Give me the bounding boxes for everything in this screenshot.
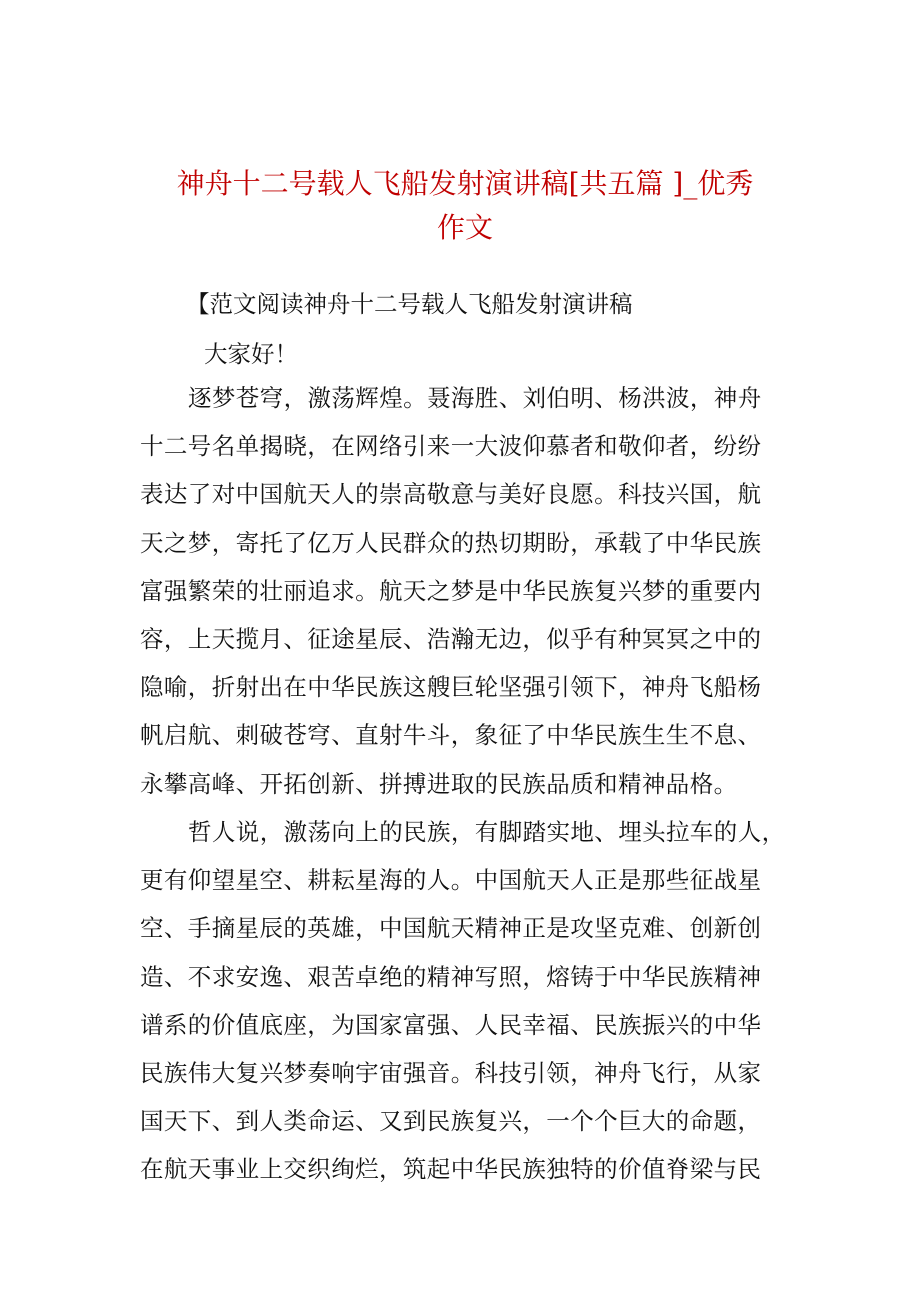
paragraph-line: 帆启航、刺破苍穹、直射牛斗，象征了中华民族生生不息、 — [140, 721, 762, 750]
paragraph-line: 富强繁荣的壮丽追求。航天之梦是中华民族复兴梦的重要内 — [140, 576, 762, 605]
greeting-line: 大家好！ — [204, 340, 298, 368]
document-title — [140, 162, 790, 250]
paragraph-line: 表达了对中国航天人的崇高敬意与美好良愿。科技兴国，航 — [140, 480, 762, 509]
paragraph-line: 隐喻，折射出在中华民族这艘巨轮坚强引领下，神舟飞船杨 — [140, 673, 762, 702]
paragraph-line: 空、手摘星辰的英雄，中国航天精神正是攻坚克难、创新创 — [140, 914, 762, 943]
paragraph-line: 在航天事业上交织绚烂，筑起中华民族独特的价值脊梁与民 — [140, 1155, 762, 1184]
paragraph-line: 更有仰望星空、耕耘星海的人。中国航天人正是那些征战星 — [140, 866, 762, 895]
paragraph-line: 谱系的价值底座，为国家富强、人民幸福、民族振兴的中华 — [140, 1010, 762, 1039]
title-line-1: 神舟十二号载人飞船发射演讲稿[共五篇 ]_优秀 — [176, 167, 754, 200]
paragraph-line: 容，上天揽月、征途星辰、浩瀚无边，似乎有种冥冥之中的 — [140, 624, 762, 653]
title-line-2: 作文 — [436, 211, 493, 244]
paragraph-1 — [140, 383, 800, 817]
paragraph-2 — [140, 817, 800, 1203]
paragraph-line: 哲人说，激荡向上的民族，有脚踏实地、埋头拉车的人， — [188, 818, 786, 846]
intro-line: 【范文阅读神舟十二号载人飞船发射演讲稿 — [186, 290, 633, 318]
paragraph-line: 十二号名单揭晓，在网络引来一大波仰慕者和敬仰者，纷纷 — [140, 432, 762, 461]
paragraph-line: 民族伟大复兴梦奏响宇宙强音。科技引领，神舟飞行，从家 — [140, 1058, 762, 1087]
paragraph-line: 天之梦，寄托了亿万人民群众的热切期盼，承载了中华民族 — [140, 528, 762, 557]
paragraph-line: 永攀高峰、开拓创新、拼搏进取的民族品质和精神品格。 — [140, 769, 738, 798]
paragraph-line: 国天下、到人类命运、又到民族复兴，一个个巨大的命题， — [140, 1107, 762, 1136]
paragraph-line: 造、不求安逸、艰苦卓绝的精神写照，熔铸于中华民族精神 — [140, 962, 762, 991]
paragraph-line: 逐梦苍穹，激荡辉煌。聂海胜、刘伯明、杨洪波，神舟 — [188, 384, 762, 412]
